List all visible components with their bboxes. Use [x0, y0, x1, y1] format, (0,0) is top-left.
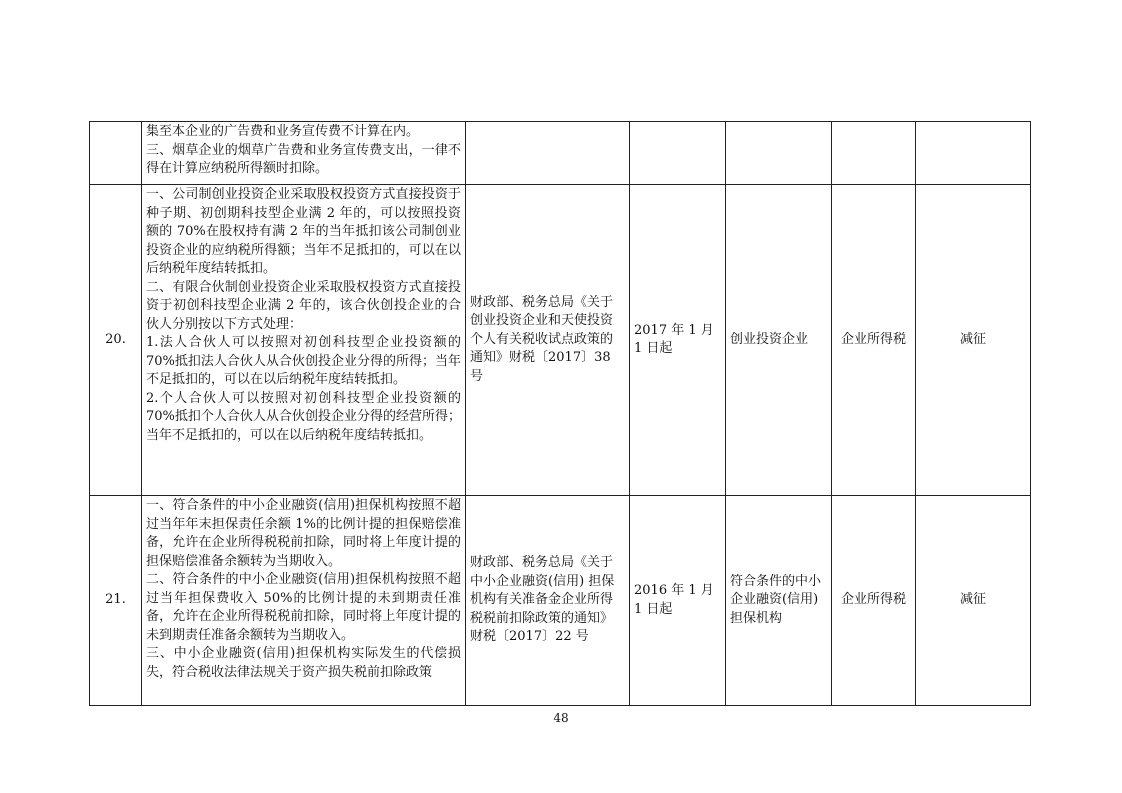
beneficiary: 创业投资企业 [726, 185, 832, 496]
effective-date: 2017 年 1 月 1 日起 [630, 185, 726, 496]
effective-date: 2016 年 1 月 1 日起 [630, 496, 726, 706]
table-row [90, 185, 1031, 496]
description-paragraph: 1.法人合伙人可以按照对初创科技型企业投资额的 70%抵扣法人合伙人从合伙创投企业分得的所得；当年不足抵扣的，可以在以后纳税年度结转抵扣。 [146, 335, 461, 387]
row-number: 21. [90, 496, 142, 706]
policy-description [142, 496, 466, 706]
reduction-type [916, 122, 1031, 185]
row-number: 20. [90, 185, 142, 496]
page-number: 48 [553, 711, 569, 725]
description-paragraph: 集至本企业的广告费和业务宣传费不计算在内。 [146, 124, 420, 139]
tax-type: 企业所得税 [832, 496, 916, 706]
policy-table [89, 121, 1031, 706]
policy-description [142, 122, 466, 185]
row-number [90, 122, 142, 185]
description-paragraph: 三、中小企业融资(信用)担保机构实际发生的代偿损失，符合税收法律法规关于资产损失税前扣除政策 [146, 646, 461, 680]
reduction-type: 减征 [916, 185, 1031, 496]
description-paragraph: 一、公司制创业投资企业采取股权投资方式直接投资于种子期、初创期科技型企业满 2 年的，可以按照投资额的 70%在股权持有满 2 年的当年抵扣该公司制创业投资企业的应纳税所得额；当年不足抵扣的，可以在以后纳税年度结转抵扣。 [146, 187, 461, 276]
policy-document [466, 122, 630, 185]
description-paragraph: 2.个人合伙人可以按照对初创科技型企业投资额的 70%抵扣个人合伙人从合伙创投企业分得的经营所得；当年不足抵扣的，可以在以后纳税年度结转抵扣。 [146, 390, 461, 443]
beneficiary [726, 122, 832, 185]
tax-type [832, 122, 916, 185]
description-paragraph: 二、有限合伙制创业投资企业采取股权投资方式直接投资于初创科技型企业满 2 年的，该合伙创投企业的合伙人分别按以下方式处理： [146, 279, 461, 332]
effective-date [630, 122, 726, 185]
table-row [90, 496, 1031, 706]
description-paragraph: 一、符合条件的中小企业融资(信用)担保机构按照不超过当年年末担保责任余额 1%的比例计提的担保赔偿准备，允许在企业所得税税前扣除，同时将上年度计提的担保赔偿准备余额转为当期收入。 [146, 498, 461, 569]
policy-description [142, 185, 466, 496]
description-paragraph: 三、烟草企业的烟草广告费和业务宣传费支出，一律不得在计算应纳税所得额时扣除。 [146, 142, 461, 176]
description-paragraph: 二、符合条件的中小企业融资(信用)担保机构按照不超过当年担保费收入 50%的比例计提的未到期责任准备，允许在企业所得税税前扣除，同时将上年度计提的未到期责任准备余额转为当期收入。 [146, 572, 461, 643]
policy-document: 财政部、税务总局《关于创业投资企业和天使投资个人有关税收试点政策的通知》财税〔2017〕38 号 [466, 185, 630, 496]
policy-document: 财政部、税务总局《关于中小企业融资(信用) 担保机构有关准备金企业所得税税前扣除政策的通知》财税〔2017〕22 号 [466, 496, 630, 706]
tax-type: 企业所得税 [832, 185, 916, 496]
reduction-type: 减征 [916, 496, 1031, 706]
table-row [90, 122, 1031, 185]
beneficiary: 符合条件的中小企业融资(信用)担保机构 [726, 496, 832, 706]
